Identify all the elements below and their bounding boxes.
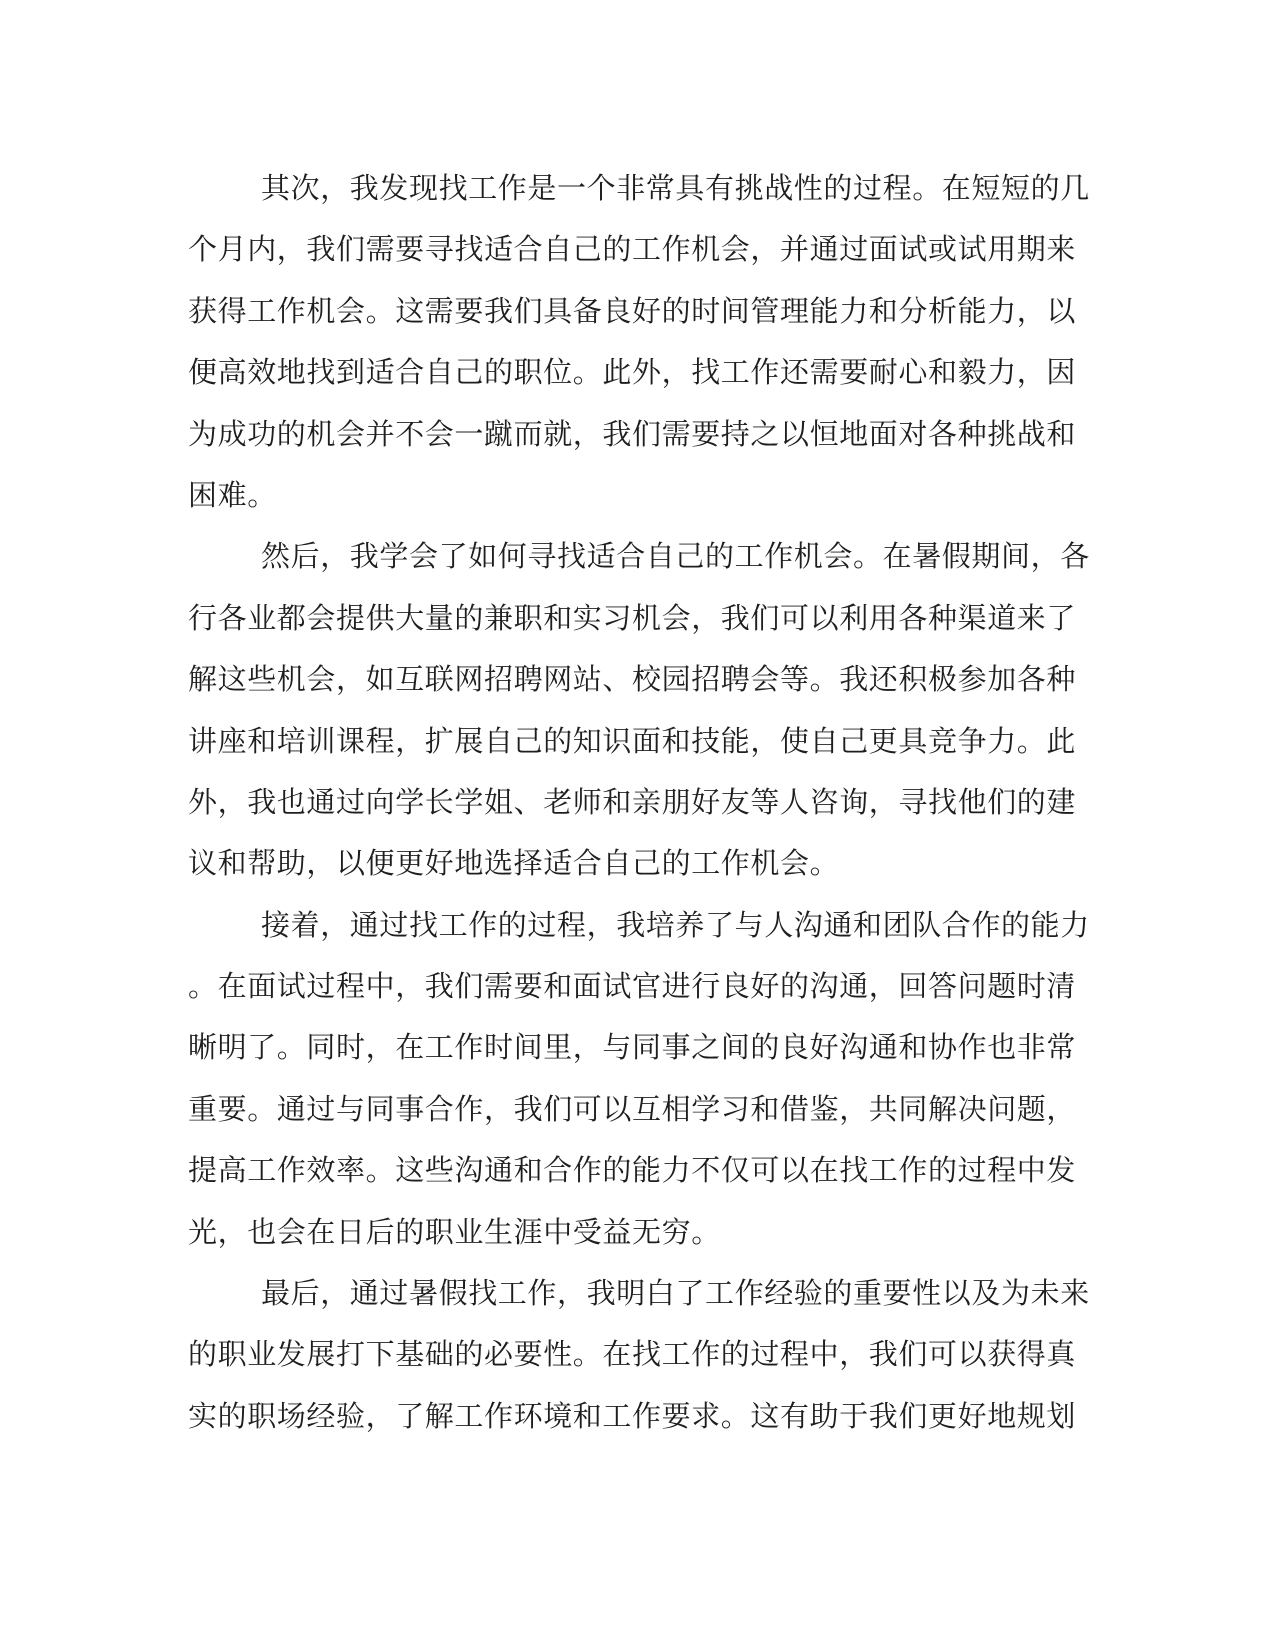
paragraph-line: 便高效地找到适合自己的职位。此外，找工作还需要耐心和毅力，因 bbox=[188, 355, 1077, 390]
document-body bbox=[188, 158, 1090, 1447]
paragraph-line: 外，我也通过向学长学姐、老师和亲朋好友等人咨询，寻找他们的建 bbox=[188, 784, 1077, 819]
paragraph-line: 。在面试过程中，我们需要和面试官进行良好的沟通，回答问题时清 bbox=[188, 969, 1077, 1004]
paragraph-line: 行各业都会提供大量的兼职和实习机会，我们可以利用各种渠道来了 bbox=[188, 600, 1077, 635]
paragraph-line: 讲座和培训课程，扩展自己的知识面和技能，使自己更具竞争力。此 bbox=[188, 723, 1077, 758]
paragraph-line: 其次，我发现找工作是一个非常具有挑战性的过程。在短短的几 bbox=[261, 171, 1090, 205]
paragraph-line: 提高工作效率。这些沟通和合作的能力不仅可以在找工作的过程中发 bbox=[188, 1153, 1077, 1188]
paragraph-line: 实的职场经验，了解工作环境和工作要求。这有助于我们更好地规划 bbox=[188, 1398, 1077, 1433]
paragraph-line: 最后，通过暑假找工作，我明白了工作经验的重要性以及为未来 bbox=[261, 1276, 1090, 1311]
paragraph-line: 重要。通过与同事合作，我们可以互相学习和借鉴，共同解决问题， bbox=[188, 1091, 1077, 1126]
paragraph-conclusion bbox=[188, 1263, 1090, 1447]
paragraph-line: 议和帮助，以便更好地选择适合自己的工作机会。 bbox=[188, 846, 840, 881]
paragraph-line: 然后，我学会了如何寻找适合自己的工作机会。在暑假期间，各 bbox=[261, 539, 1090, 574]
paragraph-line: 接着，通过找工作的过程，我培养了与人沟通和团队合作的能力 bbox=[261, 907, 1090, 942]
paragraph-line: 的职业发展打下基础的必要性。在找工作的过程中，我们可以获得真 bbox=[188, 1337, 1077, 1372]
paragraph-challenge bbox=[188, 158, 1090, 526]
paragraph-line: 获得工作机会。这需要我们具备良好的时间管理能力和分析能力，以 bbox=[188, 293, 1077, 328]
paragraph-line: 困难。 bbox=[188, 477, 277, 512]
paragraph-line: 个月内，我们需要寻找适合自己的工作机会，并通过面试或试用期来 bbox=[188, 232, 1077, 267]
paragraph-communication bbox=[188, 895, 1090, 1263]
paragraph-line: 光，也会在日后的职业生涯中受益无穷。 bbox=[188, 1214, 721, 1249]
paragraph-line: 解这些机会，如互联网招聘网站、校园招聘会等。我还积极参加各种 bbox=[188, 662, 1077, 697]
paragraph-line: 为成功的机会并不会一蹴而就，我们需要持之以恒地面对各种挑战和 bbox=[188, 416, 1077, 451]
paragraph-line: 晰明了。同时，在工作时间里，与同事之间的良好沟通和协作也非常 bbox=[188, 1030, 1077, 1065]
paragraph-finding-opportunities bbox=[188, 526, 1090, 894]
